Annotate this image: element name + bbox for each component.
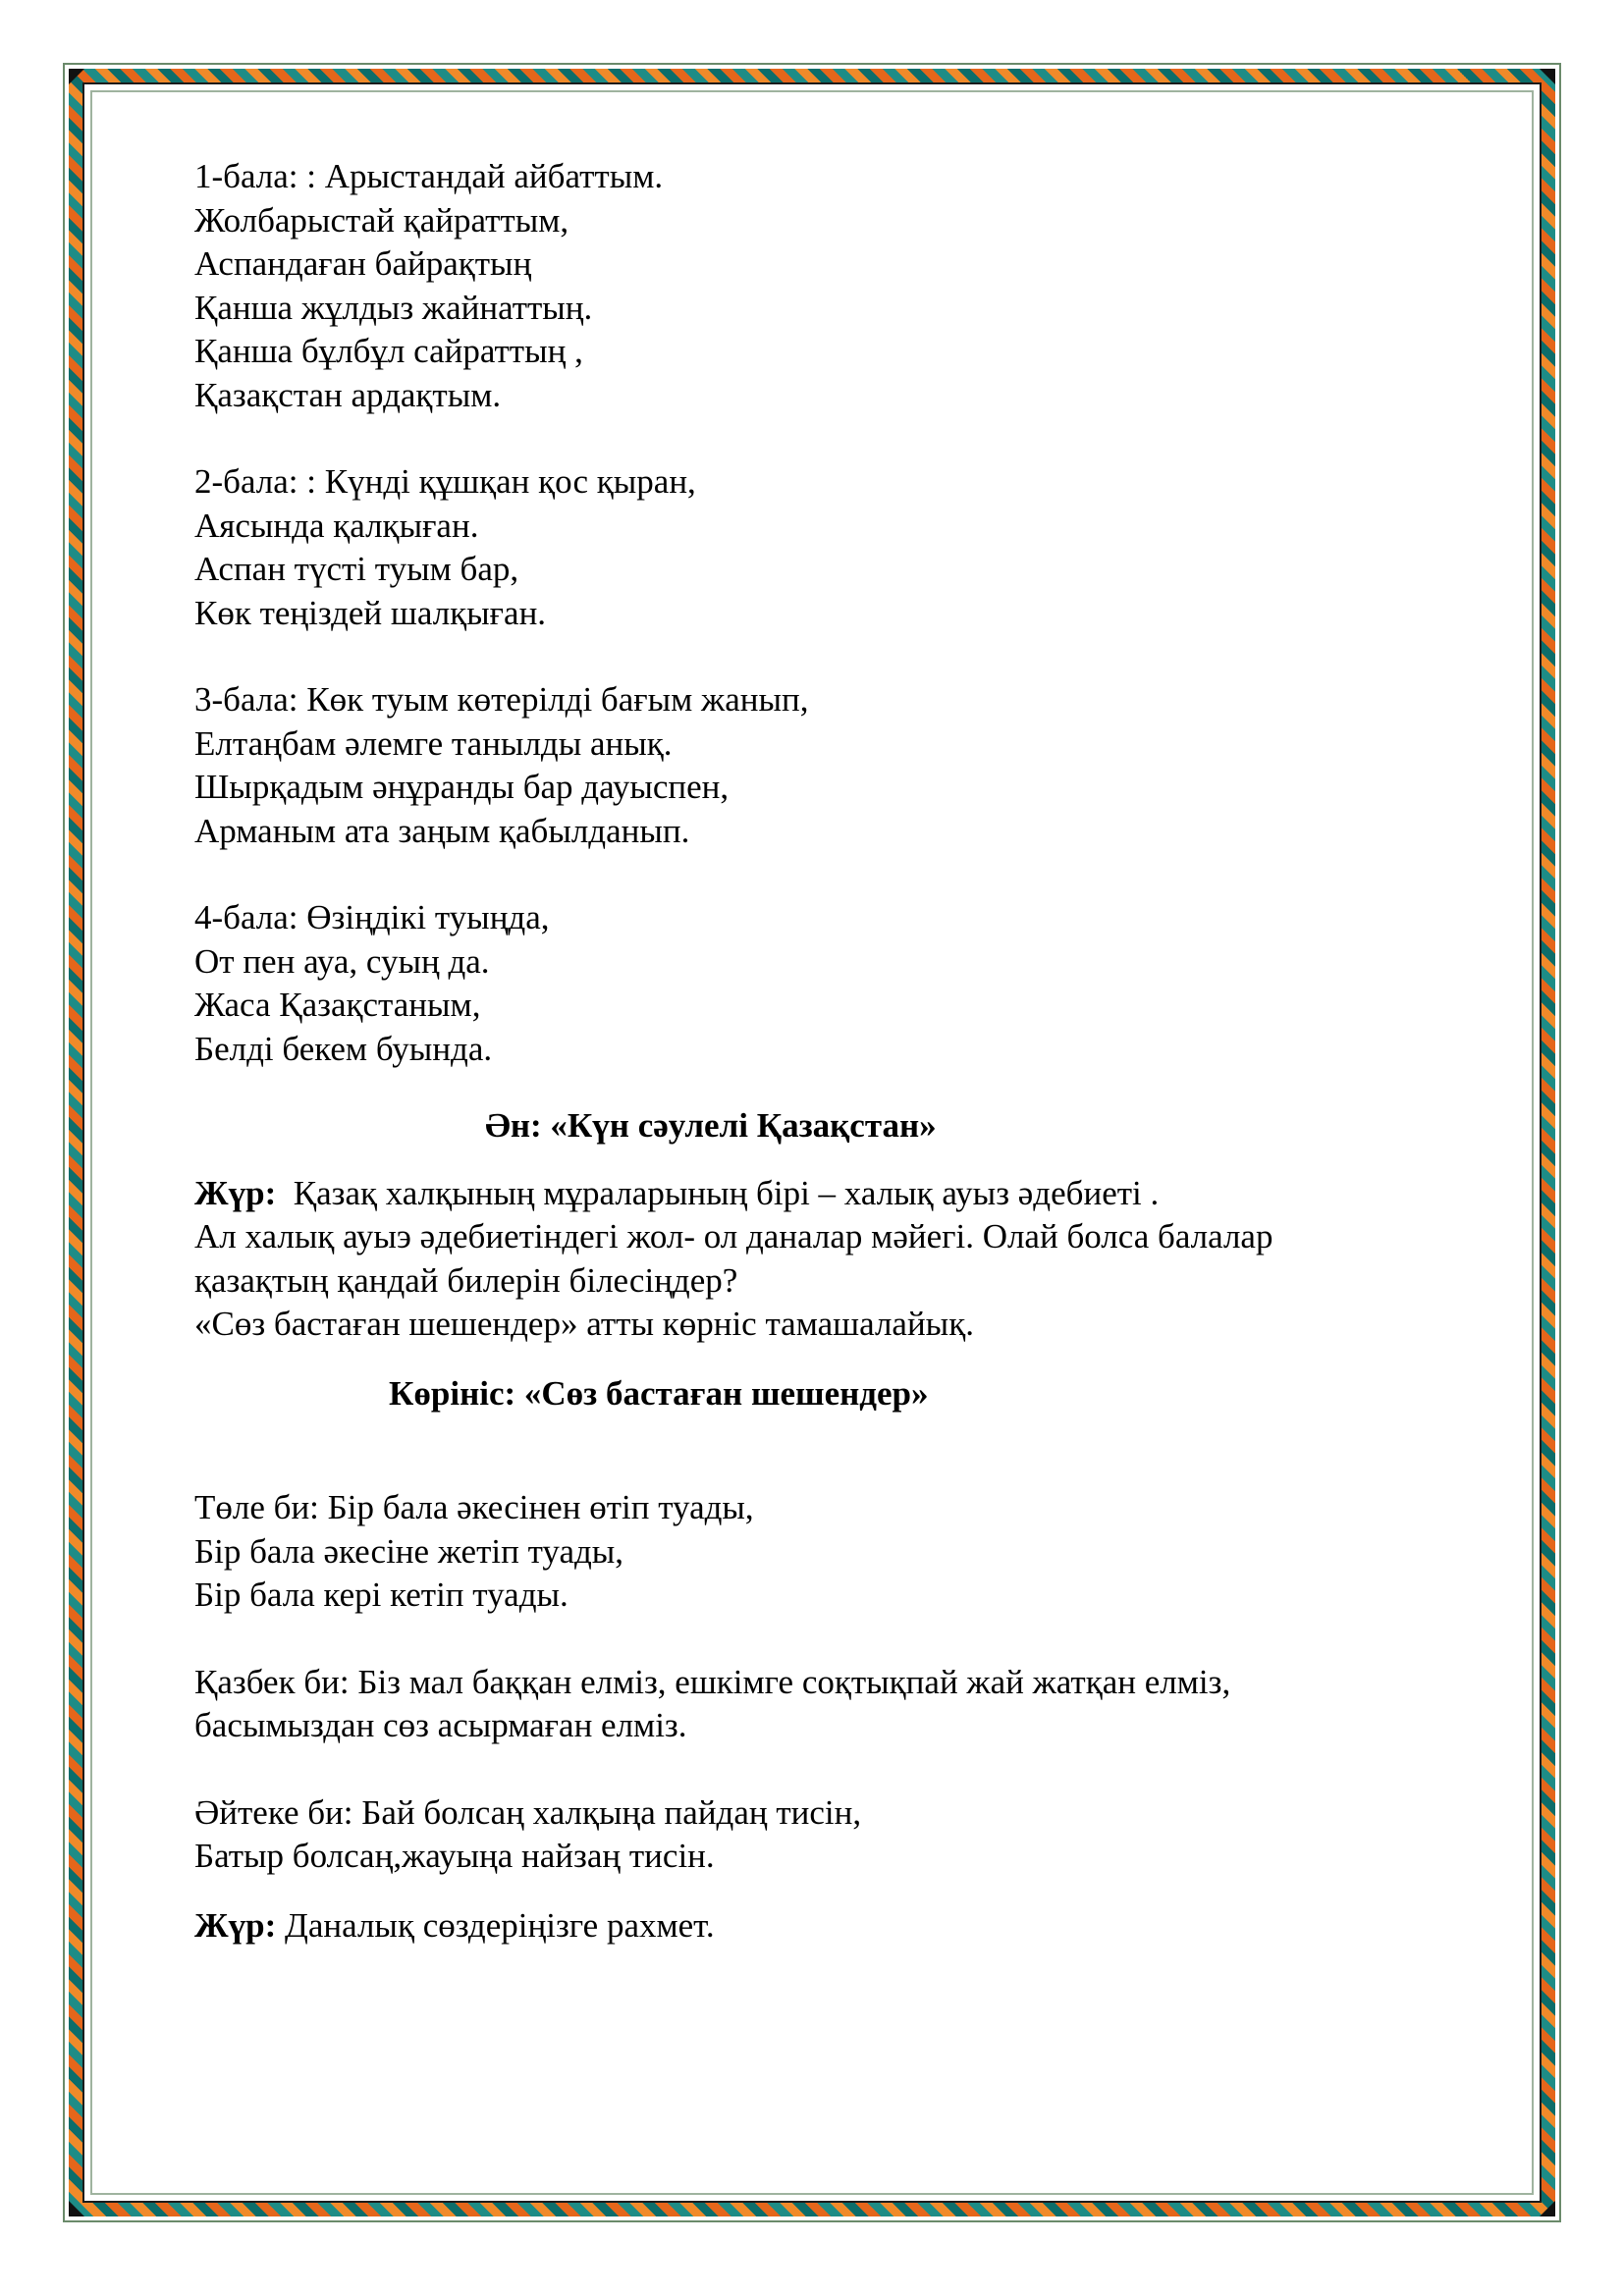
song-heading: Ән: «Күн сәулелі Қазақстан»	[485, 1106, 937, 1145]
host-intro	[194, 1172, 1432, 1347]
stanza-line: 1-бала: : Арыстандай айбаттым.	[194, 157, 664, 195]
speaker-name: 1-бала: :	[194, 157, 317, 195]
paragraph-line: қазақтың қандай билерін білесіңдер?	[194, 1260, 738, 1300]
stanza-line: Жолбарыстай қайраттым,	[194, 200, 569, 240]
paragraph-line: Ал халық ауыэ әдебиетіндегі жол- ол даналар мәйегі. Олай болса балалар	[194, 1217, 1273, 1255]
child-stanza-4	[194, 896, 1432, 1071]
stanza-line: Аспандаған байрақтың	[194, 244, 532, 283]
stanza-line: 3-бала: Көк туым көтерілді бағым жанып,	[194, 680, 809, 719]
paragraph-line: Бір бала кері кетіп туады.	[194, 1575, 568, 1614]
stanza-line: Қазақстан ардақтым.	[194, 375, 502, 414]
paragraph-line: «Сөз бастаған шешендер» атты көрніс тамашалайық.	[194, 1305, 974, 1343]
stanza-line: Қанша жұлдыз жайнаттың.	[194, 288, 593, 327]
stanza-line: Қанша бұлбұл сайраттың ,	[194, 332, 583, 370]
speaker-name: 2-бала: :	[194, 462, 317, 501]
corner-ornament	[69, 69, 84, 84]
stanza-line: От пен ауа, суың да.	[194, 941, 490, 981]
paragraph-line: Бір бала әкесіне жетіп туады,	[194, 1531, 624, 1571]
stanza-line: 4-бала: Өзіңдікі туыңда,	[194, 898, 550, 936]
stanza-line: Елтаңбам әлемге танылды анық.	[194, 723, 673, 763]
stanza-line: Арманым ата заңым қабылданып.	[194, 811, 690, 850]
stanza-line: Аспан түсті туым бар,	[194, 550, 519, 588]
paragraph-line: басымыздан сөз асырмаған елміз.	[194, 1706, 687, 1744]
elder-aiteke-bi	[194, 1791, 1432, 1879]
paragraph-line: Төле би: Бір бала әкесінен өтіп туады,	[194, 1488, 754, 1526]
speaker-name: 3-бала:	[194, 680, 298, 719]
stanza-line: 2-бала: : Күнді құшқан қос қыран,	[194, 462, 696, 501]
corner-ornament	[69, 2201, 84, 2216]
child-stanza-2	[194, 460, 1432, 635]
scene-heading: Көрініс: «Сөз бастаған шешендер»	[389, 1373, 929, 1413]
child-stanza-3	[194, 678, 1432, 853]
host-label: Жүр:	[194, 1173, 277, 1212]
elder-tole-bi	[194, 1486, 1432, 1618]
stanza-line: Шырқадым әнұранды бар дауыспен,	[194, 768, 730, 806]
speaker-name: 4-бала:	[194, 898, 298, 936]
paragraph-line: Жүр: Даналық сөздеріңізге рахмет.	[194, 1905, 715, 1945]
corner-ornament	[1540, 2201, 1555, 2216]
stanza-line: Аясында қалқыған.	[194, 506, 479, 545]
stanza-line: Белді бекем буында.	[194, 1029, 493, 1068]
document-body	[194, 155, 1432, 1973]
stanza-line: Көк теңіздей шалқыған.	[194, 593, 547, 632]
paragraph-line: Әйтеке би: Бай болсаң халқыңа пайдаң тисін,	[194, 1792, 862, 1832]
child-stanza-1	[194, 155, 1432, 417]
corner-ornament	[1540, 69, 1555, 84]
paragraph-line: Жүр: Қазақ халқының мұраларының бірі – халық ауыз әдебиеті .	[194, 1173, 1160, 1212]
paragraph-line: Қазбек би: Біз мал баққан елміз, ешкімге соқтықпай жай жатқан елміз,	[194, 1662, 1231, 1701]
stanza-line: Жаса Қазақстаным,	[194, 986, 481, 1024]
elder-kazybek-bi	[194, 1661, 1432, 1748]
paragraph-line: Батыр болсаң,жауыңа найзаң тисін.	[194, 1837, 715, 1875]
host-closing	[194, 1904, 1432, 1949]
host-label: Жүр:	[194, 1905, 277, 1945]
